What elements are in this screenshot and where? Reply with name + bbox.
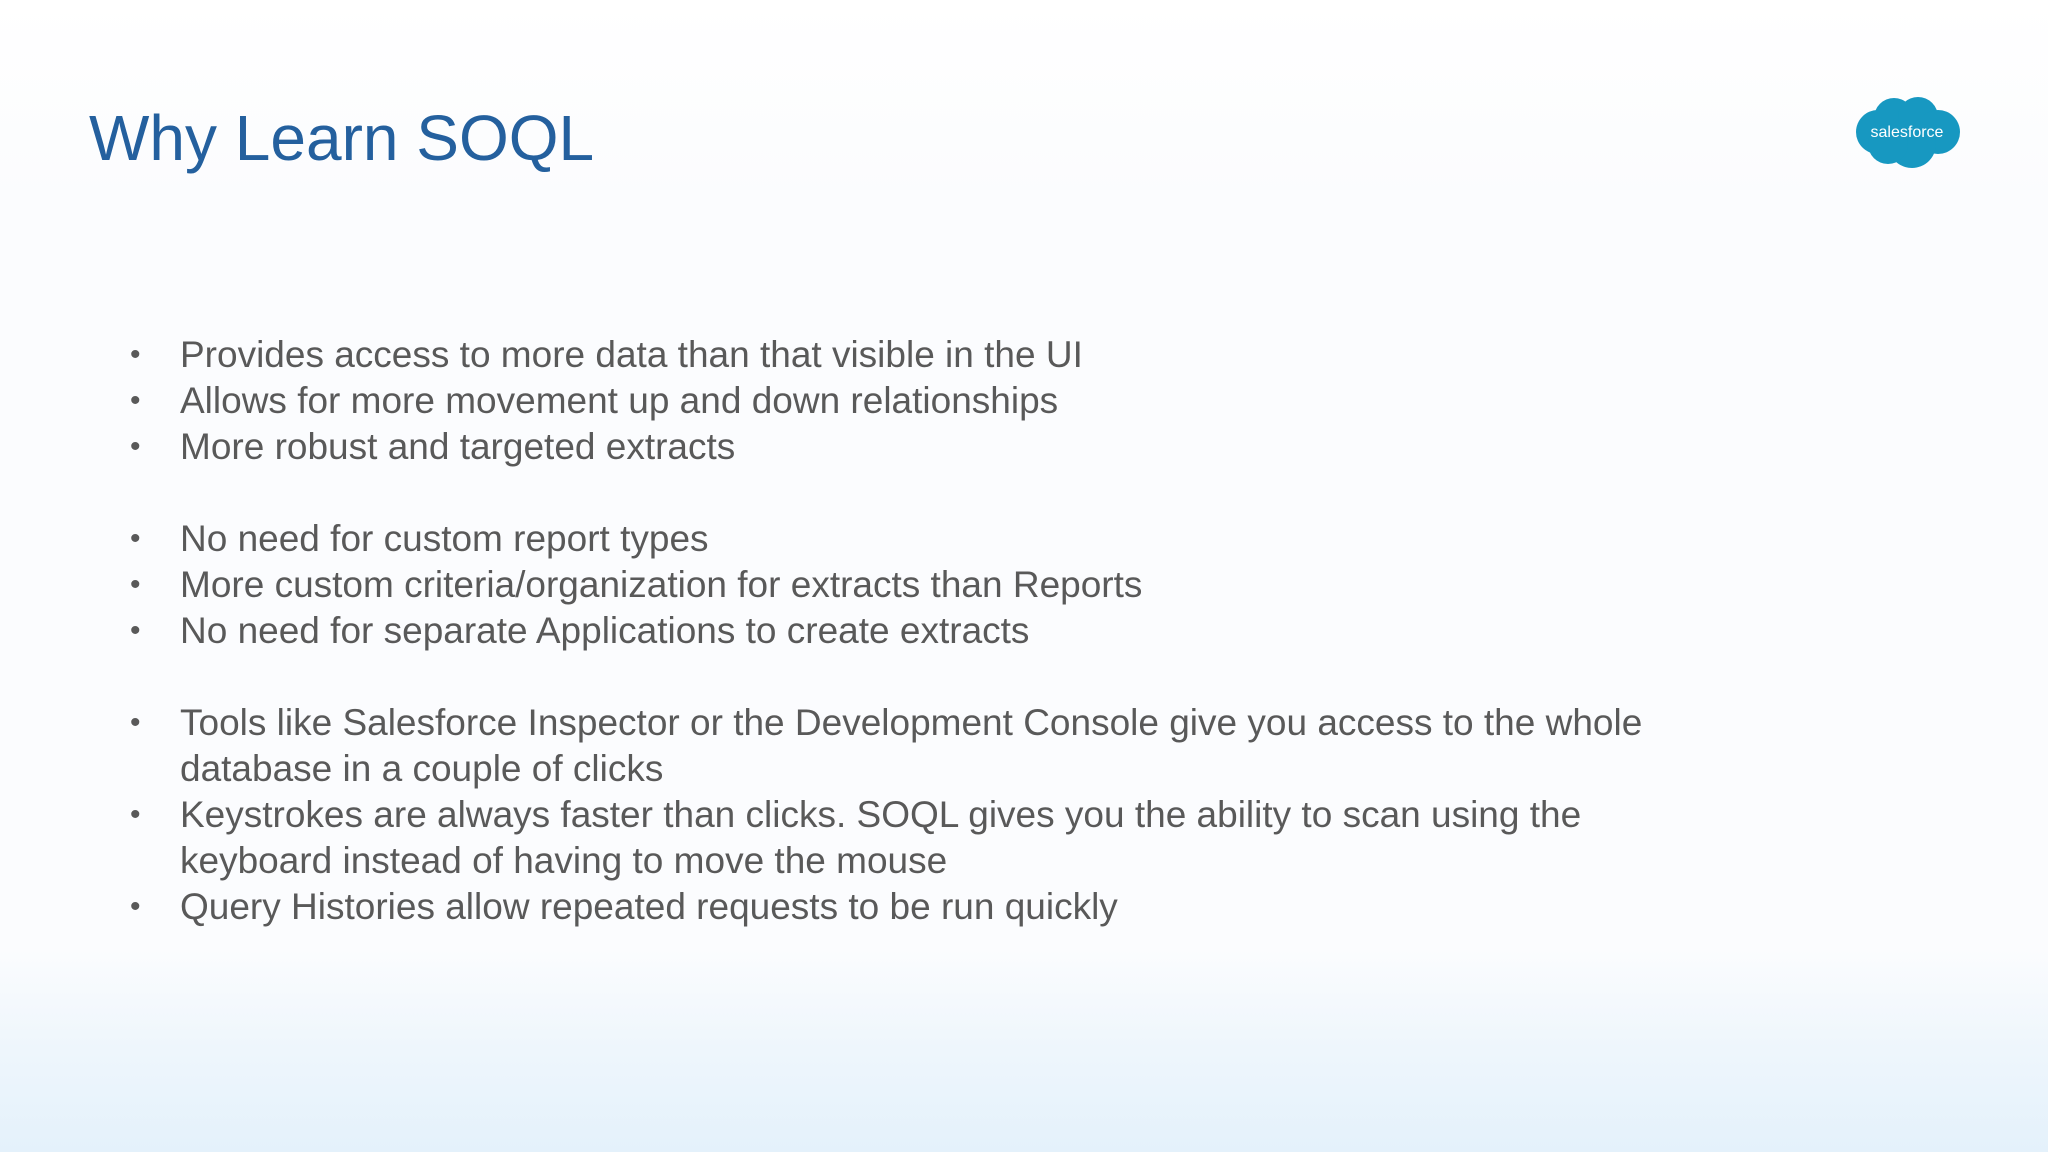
list-item	[130, 516, 1730, 562]
list-item-text: More robust and targeted extracts	[180, 426, 736, 467]
list-item	[130, 562, 1730, 608]
list-item	[130, 700, 1730, 792]
bullet-icon: •	[130, 522, 141, 555]
bullet-icon: •	[130, 568, 141, 601]
list-item	[130, 332, 1730, 378]
bullet-list	[130, 332, 1730, 976]
bullet-icon: •	[130, 890, 141, 923]
bullet-icon: •	[130, 338, 141, 371]
bullet-icon: •	[130, 384, 141, 417]
list-item-text: Keystrokes are always faster than clicks. SOQL gives you the ability to scan using the keyboard instead of having to move the mouse	[180, 794, 1582, 881]
bullet-group-2	[130, 516, 1730, 654]
list-item-text: Provides access to more data than that visible in the UI	[180, 334, 1083, 375]
slide-title: Why Learn SOQL	[89, 102, 595, 174]
list-item	[130, 378, 1730, 424]
list-item	[130, 608, 1730, 654]
list-item-text: Tools like Salesforce Inspector or the Development Console give you access to the whole database in a couple of clicks	[180, 702, 1643, 789]
list-item	[130, 792, 1730, 884]
salesforce-logo-text: salesforce	[1870, 124, 1944, 141]
salesforce-cloud-icon	[1850, 92, 1964, 172]
bullet-icon: •	[130, 614, 141, 647]
bullet-icon: •	[130, 430, 141, 463]
bullet-group-1	[130, 332, 1730, 470]
list-item-text: No need for custom report types	[180, 518, 709, 559]
list-item-text: More custom criteria/organization for extracts than Reports	[180, 564, 1143, 605]
list-item-text: Query Histories allow repeated requests to be run quickly	[180, 886, 1118, 927]
bullet-group-3	[130, 700, 1730, 930]
list-item	[130, 424, 1730, 470]
list-item-text: No need for separate Applications to create extracts	[180, 610, 1030, 651]
bullet-icon: •	[130, 706, 141, 739]
list-item	[130, 884, 1730, 930]
bullet-icon: •	[130, 798, 141, 831]
salesforce-logo	[1850, 92, 1964, 172]
list-item-text: Allows for more movement up and down relationships	[180, 380, 1059, 421]
